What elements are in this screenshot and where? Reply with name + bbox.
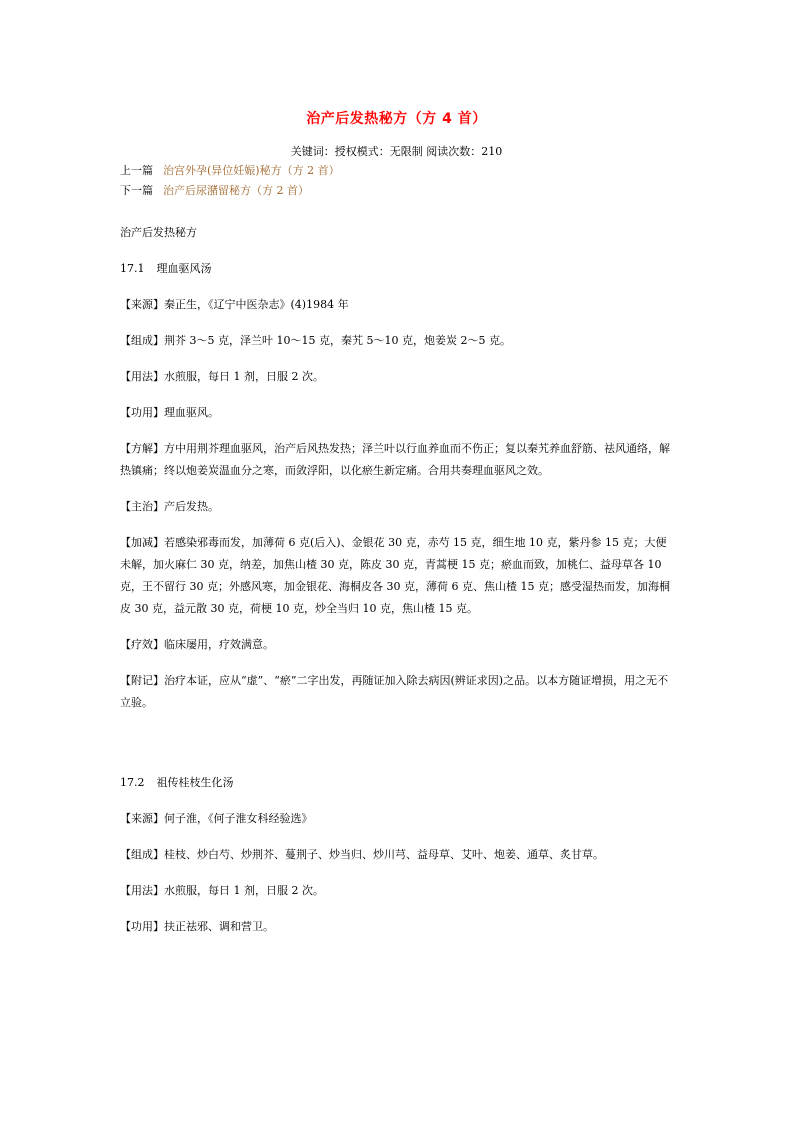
note-tag: 【附记】 bbox=[120, 674, 164, 687]
usage-tag: 【用法】 bbox=[120, 884, 164, 897]
efficacy-text: 临床屡用，疗效满意。 bbox=[164, 638, 274, 651]
analysis-text: 方中用荆芥理血驱风，治产后风热发热；泽兰叶以行血养血而不伤正；复以秦艽养血舒筋、祛风通络，解热镇痛；终以炮姜炭温血分之寒，而敛浮阳，以化瘀生新定痛。合用共奏理血驱风之效。 bbox=[120, 442, 670, 477]
page-title: 治产后发热秘方（方 4 首） bbox=[306, 111, 487, 127]
note-text: 治疗本证，应从“虚”、“瘀”二字出发，再随证加入除去病因(辨证求因)之品。以本方随证增损，用之无不立验。 bbox=[120, 674, 669, 709]
section-name: 祖传桂枝生化汤 bbox=[156, 776, 234, 789]
article-body bbox=[120, 222, 676, 938]
prev-article-link[interactable]: 治宫外孕(异位妊娠)秘方（方 2 首） bbox=[163, 164, 340, 177]
section-number: 17.2 bbox=[120, 776, 145, 789]
composition-text: 荆芥 3～5 克，泽兰叶 10～15 克，秦艽 5～10 克，炮姜炭 2～5 克。 bbox=[164, 334, 511, 347]
usage-text: 水煎服，每日 1 剂，日服 2 次。 bbox=[164, 884, 324, 897]
efficacy-tag: 【疗效】 bbox=[120, 638, 164, 651]
indication-entry bbox=[120, 496, 676, 518]
usage-text: 水煎服，每日 1 剂，日服 2 次。 bbox=[164, 370, 324, 383]
source-tag: 【来源】 bbox=[120, 298, 164, 311]
section-name: 理血驱风汤 bbox=[156, 262, 212, 275]
modification-text: 若感染邪毒而发，加薄荷 6 克(后入)、金银花 30 克，赤芍 15 克，细生地 10 克，紫丹参 15 克；大便未解，加火麻仁 30 克，纳差，加焦山楂 30 克，陈皮 30 克，青蒿梗 15 克；瘀血而致，加桃仁、益母草各 10 克，王不留行 30 克；外感风寒，加金银花、海桐皮各 30 克，薄荷 6 克、焦山楂 15 克；感受湿热而发，加海桐皮 30 克，益元散 30 克，荷梗 10 克，炒全当归 10 克，焦山楂 15 克。 bbox=[120, 536, 670, 615]
composition-tag: 【组成】 bbox=[120, 848, 164, 861]
prev-article-line bbox=[120, 162, 340, 178]
analysis-tag: 【方解】 bbox=[120, 442, 164, 455]
next-label: 下一篇 bbox=[120, 184, 153, 197]
usage-entry bbox=[120, 880, 676, 902]
indication-text: 产后发热。 bbox=[164, 500, 219, 513]
source-tag: 【来源】 bbox=[120, 812, 164, 825]
indication-tag: 【主治】 bbox=[120, 500, 164, 513]
section-number: 17.1 bbox=[120, 262, 145, 275]
effect-tag: 【功用】 bbox=[120, 406, 164, 419]
composition-tag: 【组成】 bbox=[120, 334, 164, 347]
meta-info: 关键词：授权模式：无限制 阅读次数：210 bbox=[290, 145, 503, 158]
source-entry bbox=[120, 294, 676, 316]
next-article-line bbox=[120, 182, 309, 198]
effect-entry bbox=[120, 916, 676, 938]
usage-tag: 【用法】 bbox=[120, 370, 164, 383]
modification-tag: 【加减】 bbox=[120, 536, 164, 549]
effect-entry bbox=[120, 402, 676, 424]
next-article-link[interactable]: 治产后尿潴留秘方（方 2 首） bbox=[163, 184, 309, 197]
section-heading bbox=[120, 258, 676, 280]
intro-text: 治产后发热秘方 bbox=[120, 226, 197, 239]
effect-text: 理血驱风。 bbox=[164, 406, 219, 419]
source-text: 何子淮，《何子淮女科经验选》 bbox=[164, 812, 313, 825]
composition-entry bbox=[120, 844, 676, 866]
composition-entry bbox=[120, 330, 676, 352]
section-heading bbox=[120, 772, 676, 794]
analysis-entry bbox=[120, 438, 676, 482]
source-text: 秦正生，《辽宁中医杂志》(4)1984 年 bbox=[164, 298, 349, 311]
efficacy-entry bbox=[120, 634, 676, 656]
note-entry bbox=[120, 670, 676, 714]
source-entry bbox=[120, 808, 676, 830]
usage-entry bbox=[120, 366, 676, 388]
prev-label: 上一篇 bbox=[120, 164, 153, 177]
effect-text: 扶正祛邪、调和营卫。 bbox=[164, 920, 274, 933]
modification-entry bbox=[120, 532, 676, 620]
composition-text: 桂枝、炒白芍、炒荆芥、蔓荆子、炒当归、炒川芎、益母草、艾叶、炮姜、通草、炙甘草。 bbox=[164, 848, 604, 861]
effect-tag: 【功用】 bbox=[120, 920, 164, 933]
